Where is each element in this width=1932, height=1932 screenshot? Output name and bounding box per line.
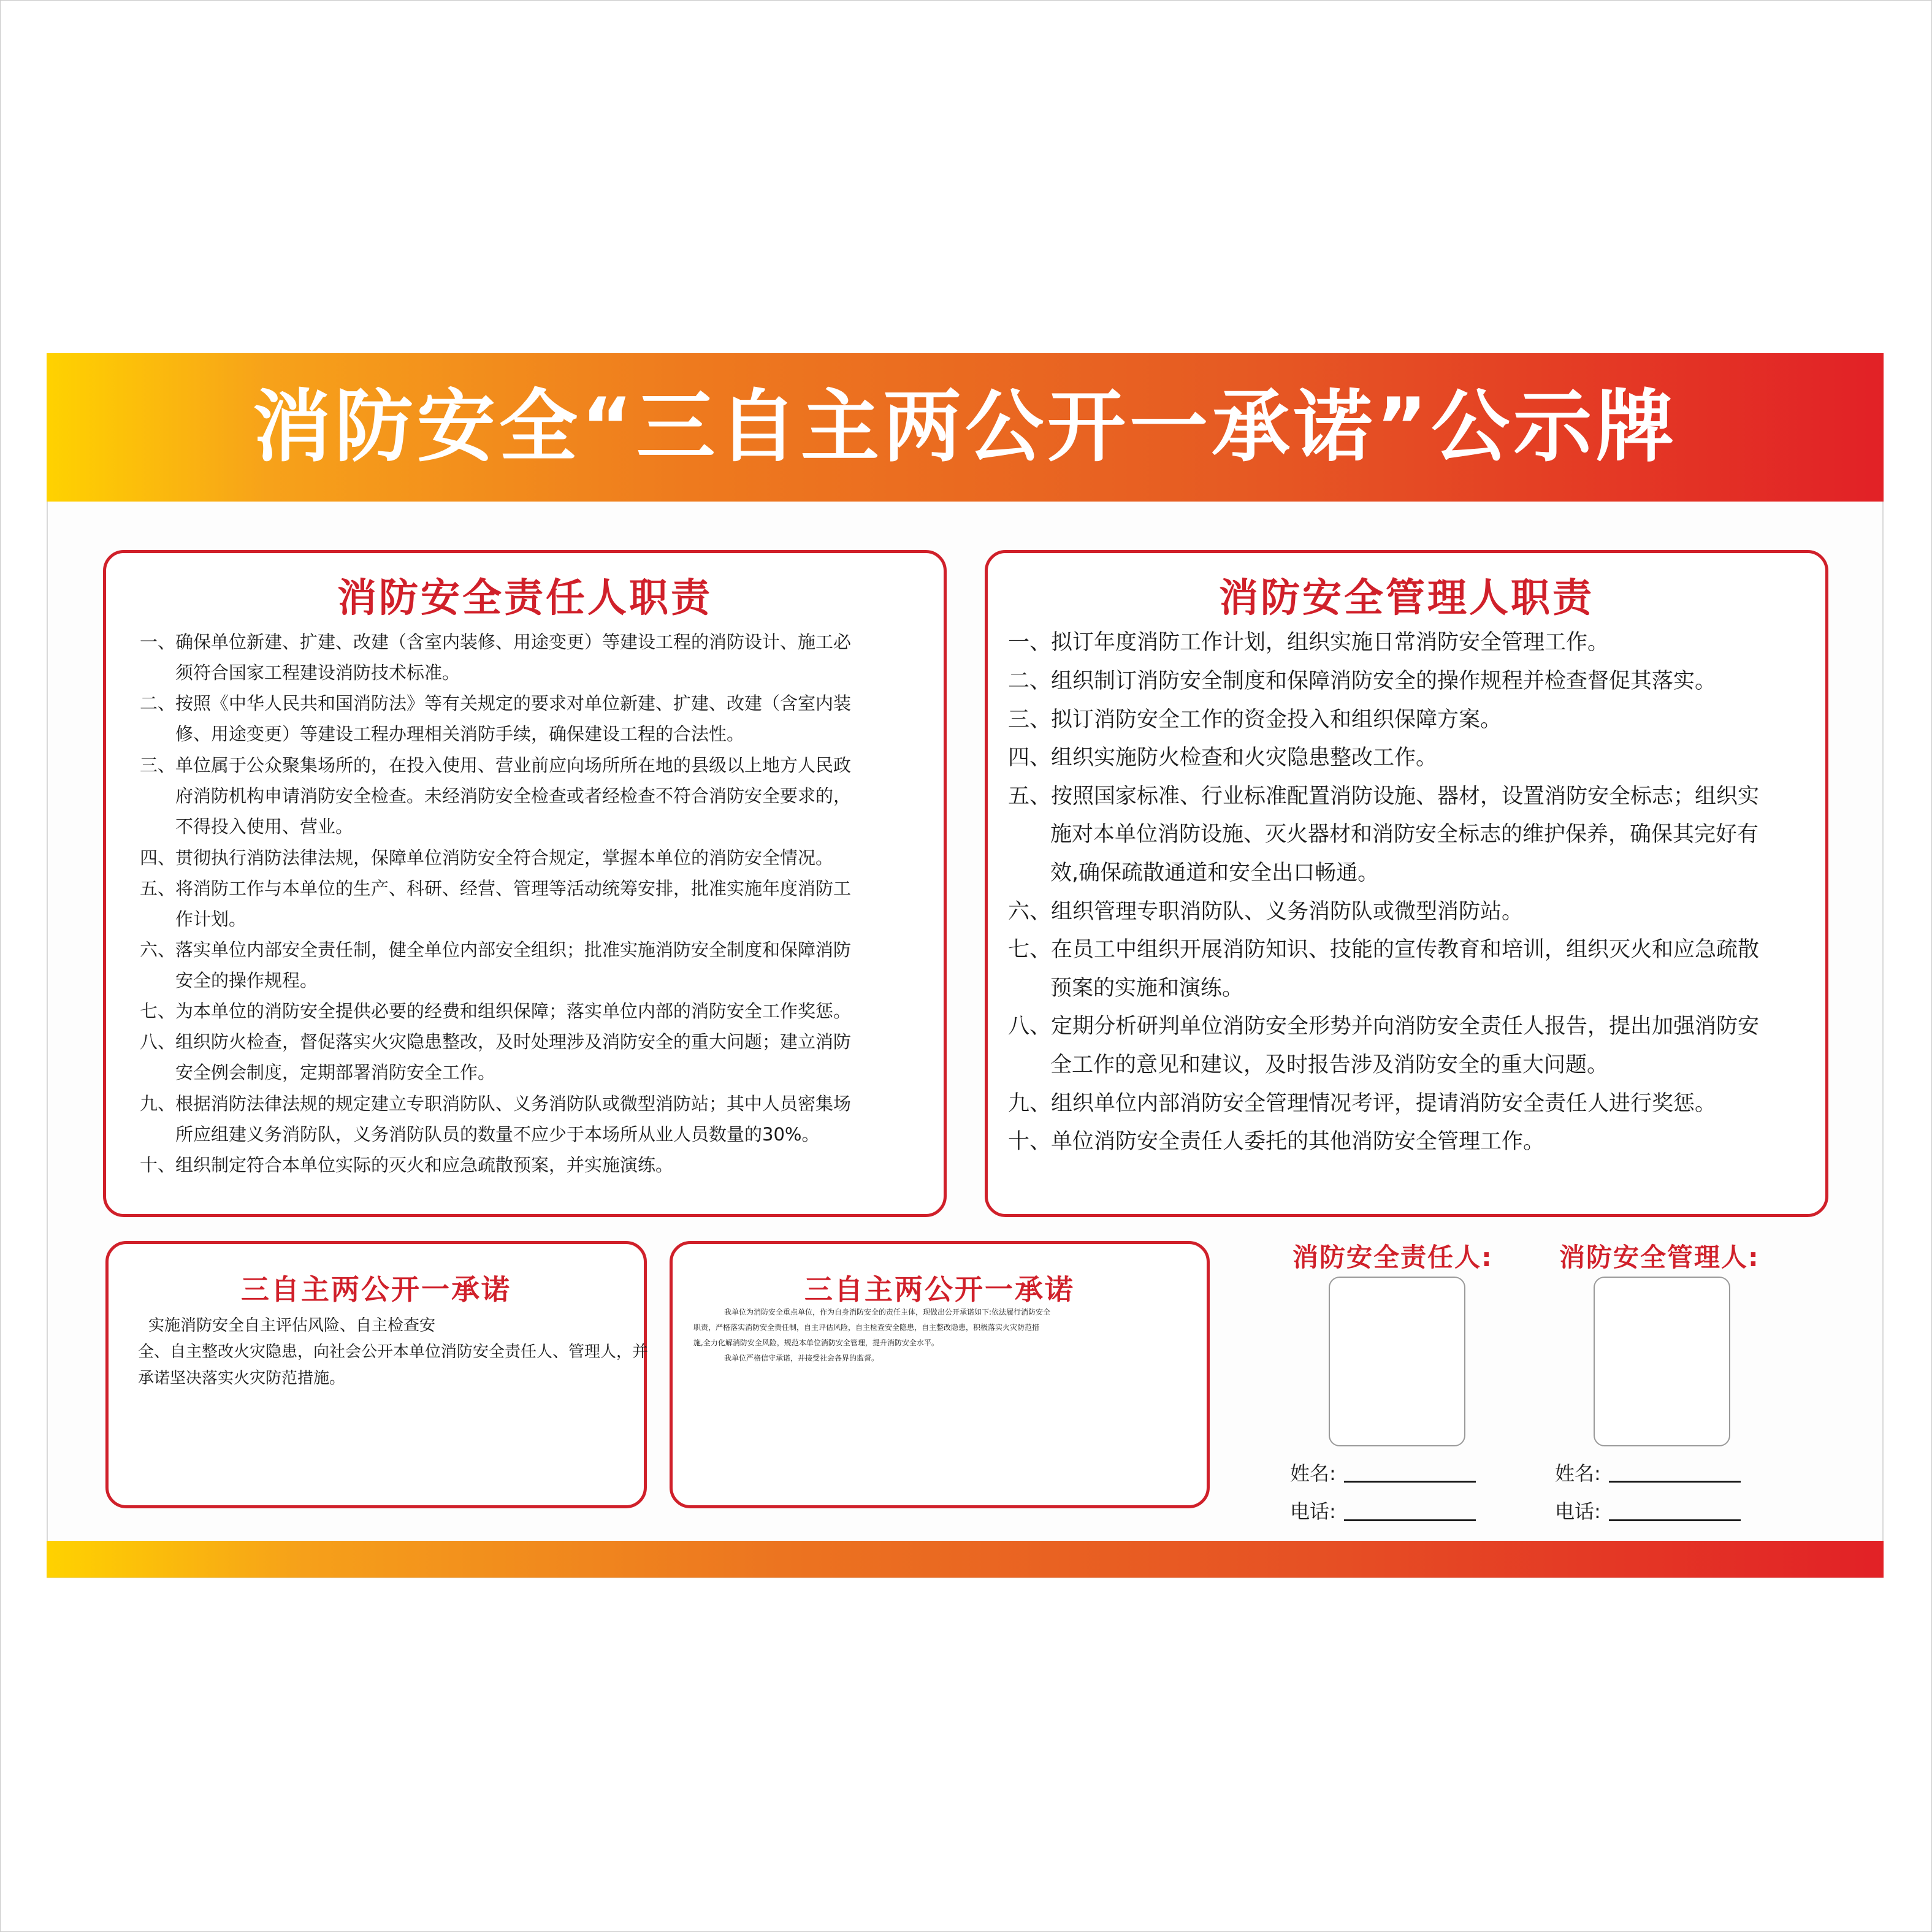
manager-duties-title: 消防安全管理人职责 — [1219, 576, 1594, 621]
duty-line: 不得投入使用、营业。 — [175, 816, 354, 837]
manager-duties-panel — [985, 550, 1828, 1217]
pledge-line: 承诺坚决落实火灾防范措施。 — [138, 1369, 346, 1388]
pledge-title-right: 三自主两公开一承诺 — [804, 1273, 1075, 1306]
manager-photo-box — [1594, 1277, 1730, 1446]
duty-line: 效,确保疏散通道和安全出口畅通。 — [1050, 861, 1380, 885]
manager-phone-label: 电话: — [1555, 1500, 1601, 1523]
footer-gradient-bar — [47, 1541, 1884, 1578]
duty-line: 全工作的意见和建议，及时报告涉及消防安全的重大问题。 — [1050, 1053, 1609, 1077]
responsible-duties-title: 消防安全责任人职责 — [337, 576, 712, 621]
duty-line: 所应组建义务消防队，义务消防队员的数量不应少于本场所从业人员数量的30%。 — [175, 1124, 820, 1145]
header-banner — [47, 353, 1884, 502]
pledge-line: 我单位为消防安全重点单位，作为自身消防安全的责任主体，现做出公开承诺如下:依法履行消防安全 — [724, 1308, 1051, 1316]
responsible-phone-label: 电话: — [1290, 1500, 1336, 1523]
manager-name-label: 姓名: — [1555, 1462, 1601, 1485]
duty-line: 五、按照国家标准、行业标准配置消防设施、器材，设置消防安全标志；组织实 — [1008, 784, 1760, 809]
responsible-person-label: 消防安全责任人: — [1292, 1242, 1493, 1272]
duty-line: 八、定期分析研判单位消防安全形势并向消防安全责任人报告，提出加强消防安 — [1008, 1014, 1760, 1039]
duty-line: 四、贯彻执行消防法律法规，保障单位消防安全符合规定，掌握本单位的消防安全情况。 — [140, 847, 834, 868]
duty-line: 一、确保单位新建、扩建、改建（含室内装修、用途变更）等建设工程的消防设计、施工必 — [140, 632, 852, 652]
duty-line: 十、组织制定符合本单位实际的灭火和应急疏散预案，并实施演练。 — [140, 1155, 674, 1175]
duty-line: 三、单位属于公众聚集场所的，在投入使用、营业前应向场所所在地的县级以上地方人民政 — [140, 755, 852, 776]
duty-line: 一、拟订年度消防工作计划，组织实施日常消防安全管理工作。 — [1008, 630, 1609, 655]
responsible-name-label: 姓名: — [1290, 1462, 1336, 1485]
pledge-panel-left — [105, 1241, 647, 1508]
manager-phone-line — [1609, 1519, 1741, 1521]
duty-line: 四、组织实施防火检查和火灾隐患整改工作。 — [1008, 746, 1438, 770]
duty-line: 预案的实施和演练。 — [1050, 976, 1244, 1001]
pledge-title-left: 三自主两公开一承诺 — [241, 1273, 511, 1306]
manager-person-label: 消防安全管理人: — [1559, 1242, 1760, 1272]
responsible-photo-box — [1329, 1277, 1465, 1446]
pledge-panel-right — [670, 1241, 1210, 1508]
duty-line: 安全例会制度，定期部署消防安全工作。 — [175, 1062, 496, 1083]
responsible-phone-line — [1344, 1519, 1476, 1521]
manager-name-line — [1609, 1481, 1741, 1483]
duty-line: 二、按照《中华人民共和国消防法》等有关规定的要求对单位新建、扩建、改建（含室内装 — [140, 693, 852, 714]
duty-line: 须符合国家工程建设消防技术标准。 — [175, 662, 460, 683]
duty-line: 施对本单位消防设施、灭火器材和消防安全标志的维护保养，确保其完好有 — [1050, 822, 1759, 847]
duty-line: 十、单位消防安全责任人委托的其他消防安全管理工作。 — [1008, 1129, 1545, 1154]
duty-line: 修、用途变更）等建设工程办理相关消防手续，确保建设工程的合法性。 — [175, 724, 745, 744]
duty-line: 安全的操作规程。 — [175, 970, 318, 991]
page-title: 消防安全“三自主两公开一承诺”公示牌 — [252, 381, 1678, 473]
duty-line: 八、组织防火检查，督促落实火灾隐患整改，及时处理涉及消防安全的重大问题；建立消防 — [140, 1031, 852, 1052]
pledge-line: 实施消防安全自主评估风险、自主检查安 — [148, 1316, 436, 1335]
duty-line: 三、拟订消防安全工作的资金投入和组织保障方案。 — [1008, 708, 1502, 732]
duty-line: 六、组织管理专职消防队、义务消防队或微型消防站。 — [1008, 899, 1524, 924]
pledge-line: 我单位严格信守承诺，并接受社会各界的监督。 — [724, 1354, 879, 1362]
duty-line: 六、落实单位内部安全责任制，健全单位内部安全组织；批准实施消防安全制度和保障消防 — [140, 939, 852, 960]
pledge-line: 全、自主整改火灾隐患，向社会公开本单位消防安全责任人、管理人，并 — [138, 1343, 649, 1361]
duty-line: 作计划。 — [175, 909, 247, 930]
pledge-line: 职责，严格落实消防安全责任制，自主评估风险，自主检查安全隐患，自主整改隐患，积极落实火灾防范措 — [693, 1323, 1040, 1332]
duty-line: 府消防机构申请消防安全检查。未经消防安全检查或者经检查不符合消防安全要求的， — [175, 785, 852, 806]
responsible-name-line — [1344, 1481, 1476, 1483]
duty-line: 二、组织制订消防安全制度和保障消防安全的操作规程并检查督促其落实。 — [1008, 669, 1717, 693]
duty-line: 九、组织单位内部消防安全管理情况考评，提请消防安全责任人进行奖惩。 — [1008, 1091, 1717, 1116]
responsible-duties-panel — [103, 550, 947, 1217]
duty-line: 五、将消防工作与本单位的生产、科研、经营、管理等活动统筹安排，批准实施年度消防工 — [140, 878, 852, 899]
duty-line: 七、在员工中组织开展消防知识、技能的宣传教育和培训，组织灭火和应急疏散 — [1008, 937, 1760, 962]
pledge-line: 施,全力化解消防安全风险，规范本单位消防安全管理，提升消防安全水平。 — [693, 1338, 939, 1347]
duty-line: 七、为本单位的消防安全提供必要的经费和组织保障；落实单位内部的消防安全工作奖惩。 — [140, 1001, 852, 1021]
duty-line: 九、根据消防法律法规的规定建立专职消防队、义务消防队或微型消防站；其中人员密集场 — [140, 1093, 852, 1114]
